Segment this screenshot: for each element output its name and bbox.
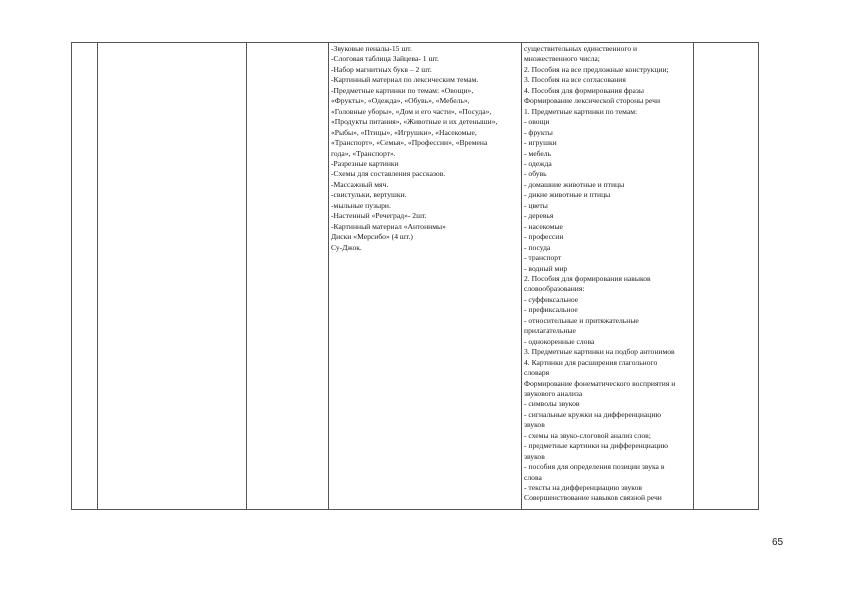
list-item: года», «Транспорт». [331,148,396,158]
list-item: -мыльные пузыри. [331,200,391,210]
list-item: -Настенный «Речеград»- 2шт. [331,211,427,221]
aids-list [522,43,693,504]
list-item: «Продукты питания», «Животные и их детеныши», [331,117,498,127]
list-item: - суффиксальное [524,294,579,304]
materials-list [329,43,521,253]
list-item: - овощи [524,117,550,127]
list-item: - насекомые [524,221,563,231]
list-item: - префиксальное [524,305,578,315]
list-item: - тексты на дифференциацию звуков [524,483,642,493]
list-item: звукового анализа [524,388,583,398]
list-item: - символы звуков [524,399,580,409]
list-item: существительных единственного и [524,44,638,53]
list-item: - профессии [524,232,564,242]
list-item: - обувь [524,169,547,179]
list-item: - цветы [524,200,548,210]
list-item: - схемы на звуко-слоговой анализ слов; [524,430,651,440]
list-item: - мебель [524,148,551,158]
list-item: «Головные уборы», «Дом и его части», «Посуда», [331,106,492,116]
list-item: - одежда [524,158,552,168]
list-item: - водный мир [524,263,568,273]
list-item: звуков [524,420,545,430]
list-item: множественного числа; [524,54,600,64]
list-item: - посуда [524,242,551,252]
list-item: -Схемы для составления рассказов. [331,169,446,179]
list-item: 4. Картинки для расширения глагольного [524,357,658,367]
table-cell-materials [329,43,522,510]
table-cell-col3 [247,43,329,510]
table-cell-col1 [72,43,98,510]
list-item: -Слоговая таблица Зайцева- 1 шт. [331,54,439,64]
list-item: звуков [524,451,545,461]
equipment-table [71,42,759,510]
list-item: «Фрукты», «Одежда», «Обувь», «Мебель», [331,96,470,106]
list-item: - фрукты [524,127,553,137]
list-item: Су-Джок. [331,242,362,252]
list-item: - пособия для определения позиции звука в [524,462,665,472]
table-cell-aids [522,43,694,510]
list-item: 1. Предметные картинки по темам: [524,106,638,116]
list-item: словаря [524,368,550,378]
list-item: 2. Пособия на все предложные конструкции; [524,64,669,74]
list-item: - относительные и притяжательные [524,315,639,325]
list-item: - транспорт [524,253,562,263]
list-item: словообразования: [524,284,585,294]
list-item: Совершенствование навыков связной речи [524,493,662,503]
list-item: -Предметные картинки по темам: «Овощи», [331,85,474,95]
list-item: -свистульки, вертушки. [331,190,407,200]
list-item: «Транспорт», «Семья», «Профессии», «Времена [331,138,488,148]
list-item: 4. Пособия для формирования фразы [524,85,645,95]
list-item: - предметные картинки на дифференциацию [524,441,669,451]
list-item: 3. Предметные картинки на подбор антонимов [524,347,675,357]
list-item: -Звуковые пеналы-15 шт. [331,44,412,53]
list-item: Диски «Мерсибо» (4 шт.) [331,232,413,242]
list-item: -Набор магнитных букв – 2 шт. [331,64,432,74]
list-item: 3. Пособия на все согласования [524,75,626,85]
list-item: Формирование фонематического восприятия и [524,378,676,388]
list-item: -Разрезные картинки [331,158,399,168]
list-item: -Массажный мяч. [331,179,389,189]
list-item: - деревья [524,211,554,221]
table-cell-col6 [694,43,759,510]
list-item: - сигнальные кружки на дифференциацию [524,409,662,419]
list-item: - игрушки [524,138,557,148]
list-item: «Рыбы», «Птицы», «Игрушки», «Насекомые, [331,127,477,137]
list-item: - однокоренные слова [524,336,595,346]
list-item: слова [524,472,542,482]
list-item: - домашние животные и птицы [524,179,625,189]
table-cell-col2 [98,43,247,510]
list-item: -Картинный материал по лексическим темам. [331,75,479,85]
list-item: -Картинный материал «Антонимы» [331,221,446,231]
list-item: 2. Пособия для формирования навыков [524,273,651,283]
list-item: - дикие животные и птицы [524,190,611,200]
list-item: Формирование лексической стороны речи [524,96,661,106]
list-item: прилагательные [524,326,576,336]
page-number: 65 [772,537,784,548]
